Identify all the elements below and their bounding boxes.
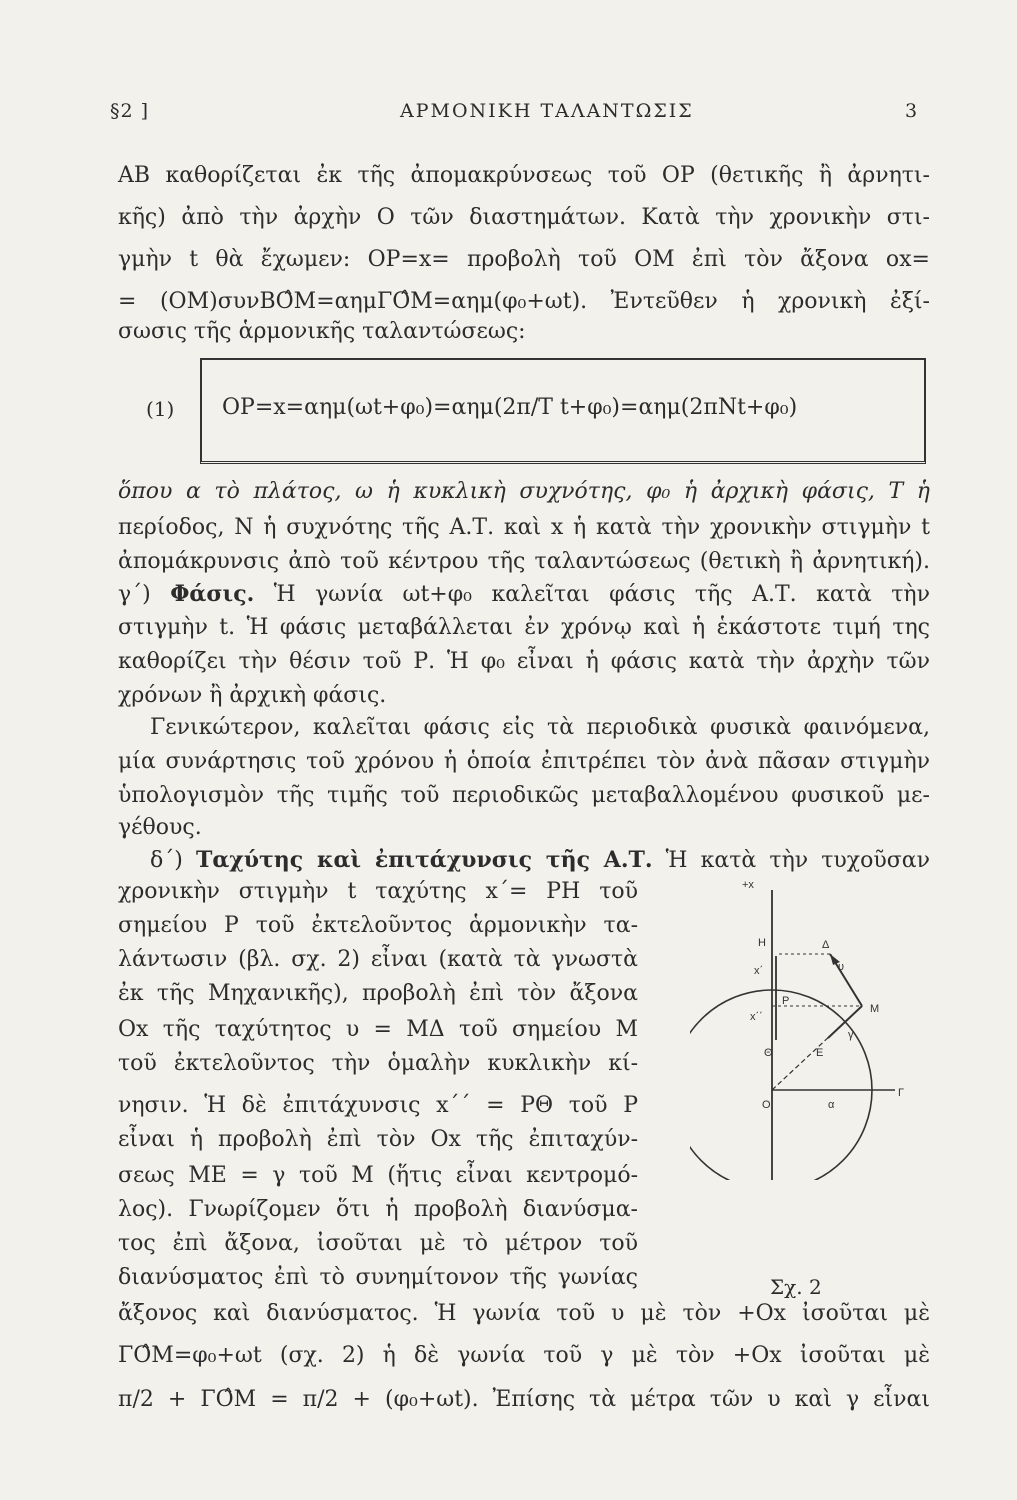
text-line: ἄξονος καὶ διανύσματος. Ἡ γωνία τοῦ υ μὲ τὸν +Οx ἰσοῦται μὲ: [118, 1301, 930, 1326]
text-line: ἀπομάκρυνσις ἀπὸ τοῦ κέντρου τῆς ταλαντώσεως (θετικὴ ἢ ἀρνητική).: [118, 549, 930, 574]
label-H: Η: [758, 937, 766, 949]
text-line: γμὴν t θὰ ἔχωμεν: ΟΡ=x= προβολὴ τοῦ ΟΜ ἐπὶ τὸν ἄξονα ox=: [118, 247, 930, 272]
text-line: χρονικὴν στιγμὴν t ταχύτης x΄= ΡΗ τοῦ: [118, 879, 638, 904]
text-line: γέθους.: [118, 815, 202, 840]
text-line: τοῦ ἐκτελοῦντος τὴν ὁμαλὴν κυκλικὴν κί-: [118, 1051, 638, 1076]
text-line: ὑπολογισμὸν τῆς τιμῆς τοῦ περιοδικῶς μεταβαλλομένου φυσικοῦ με-: [118, 783, 930, 808]
label-Gamma: Γ: [898, 1087, 905, 1099]
text-line: περίοδος, Ν ἡ συχνότης τῆς Α.Τ. καὶ x ἡ κατὰ τὴν χρονικὴν στιγμὴν t: [118, 515, 930, 540]
text-line: σημείου Ρ τοῦ ἐκτελοῦντος ἁρμονικὴν τα-: [118, 913, 638, 938]
label-P: Ρ: [782, 995, 790, 1007]
label-M: Μ: [870, 1003, 880, 1015]
text-line: ἐκ τῆς Μηχανικῆς), προβολὴ ἐπὶ τὸν ἄξονα: [118, 981, 638, 1006]
text-line: στιγμὴν t. Ἡ φάσις μεταβάλλεται ἐν χρόνῳ καὶ ἡ ἑκάστοτε τιμή της: [118, 615, 930, 640]
text-line: μία συνάρτησις τοῦ χρόνου ἡ ὁποία ἐπιτρέπει τὸν ἀνὰ πᾶσαν στιγμὴν: [118, 749, 930, 774]
text-line: τος ἐπὶ ἄξονα, ἰσοῦται μὲ τὸ μέτρον τοῦ: [118, 1231, 638, 1256]
text-span: Ἡ γωνία ωt+φ₀ καλεῖται φάσις τῆς Α.Τ. κατὰ τὴν: [254, 582, 930, 607]
text-line: νησιν. Ἡ δὲ ἐπιτάχυνσις x΄΄ = ΡΘ τοῦ Ρ: [118, 1093, 638, 1118]
figure-caption: Σχ. 2: [770, 1275, 822, 1299]
section-marker: §2 ]: [110, 100, 150, 122]
label-x-double-prime: x΄΄: [750, 1011, 763, 1023]
text-line: καθορίζει τὴν θέσιν τοῦ Ρ. Ἡ φ₀ εἶναι ἡ φάσις κατὰ τὴν ἀρχὴν τῶν: [118, 649, 930, 674]
subsection-velocity-line: [150, 846, 930, 875]
label-Delta: Δ: [822, 939, 830, 951]
text-span: Ἡ κατὰ τὴν τυχοῦσαν: [652, 848, 930, 873]
subsection-heading-velocity: Ταχύτης καὶ ἐπιτάχυνσις τῆς Α.Τ.: [195, 847, 653, 873]
subsection-heading-phase: Φάσις.: [170, 581, 255, 607]
equation-harmonic-oscillation: ΟΡ=x=αημ(ωt+φ₀)=αημ(2π/T t+φ₀)=αημ(2πΝt+φ₀): [222, 395, 798, 420]
label-upsilon: υ: [838, 961, 845, 973]
text-line: διανύσματος ἐπὶ τὸ συνημίτονον τῆς γωνίας: [118, 1265, 638, 1290]
subsection-marker: γ΄): [118, 582, 171, 607]
text-line: εἶναι ἡ προβολὴ ἐπὶ τὸν Οx τῆς ἐπιταχύν-: [118, 1127, 638, 1152]
equation-number: (1): [146, 397, 175, 421]
label-alpha: α: [828, 1099, 835, 1111]
label-E: Ε: [816, 1047, 824, 1059]
text-line: Οx τῆς ταχύτητος υ = ΜΔ τοῦ σημείου Μ: [118, 1017, 638, 1042]
text-line: σεως ΜΕ = γ τοῦ Μ (ἥτις εἶναι κεντρομό-: [118, 1163, 638, 1188]
subsection-marker: δ΄): [150, 848, 196, 873]
text-line: σωσις τῆς ἁρμονικῆς ταλαντώσεως:: [118, 319, 526, 344]
text-line: χρόνων ἢ ἀρχικὴ φάσις.: [118, 683, 387, 708]
page-number: 3: [905, 100, 919, 122]
text-line: ΑΒ καθορίζεται ἐκ τῆς ἀπομακρύνσεως τοῦ ΟΡ (θετικῆς ἢ ἀρνητι-: [118, 163, 930, 188]
label-x-prime: x΄: [754, 965, 764, 977]
text-line: π/2 + ΓΟ̂Μ = π/2 + (φ₀+ωt). Ἐπίσης τὰ μέτρα τῶν υ καὶ γ εἶναι: [118, 1387, 930, 1412]
figure-circle-diagram: [690, 880, 930, 1180]
label-plus-x: +x: [742, 880, 754, 891]
text-line: λάντωσιν (βλ. σχ. 2) εἶναι (κατὰ τὰ γνωστὰ: [118, 947, 638, 972]
subsection-phase-line: [118, 580, 930, 609]
label-Theta: Θ: [764, 1047, 773, 1059]
text-line: ΓΟ̂Μ=φ₀+ωt (σχ. 2) ἡ δὲ γωνία τοῦ γ μὲ τὸν +Οx ἰσοῦται μὲ: [118, 1343, 930, 1368]
text-line: κῆς) ἀπὸ τὴν ἀρχὴν Ο τῶν διαστημάτων. Κατὰ τὴν χρονικὴν στι-: [118, 205, 930, 230]
running-title: ΑΡΜΟΝΙΚΗ ΤΑΛΑΝΤΩΣΙΣ: [400, 100, 694, 122]
reference-circle: [690, 990, 872, 1180]
label-gamma: γ: [848, 1029, 854, 1041]
text-line: Γενικώτερον, καλεῖται φάσις εἰς τὰ περιοδικὰ φυσικὰ φαινόμενα,: [150, 715, 930, 740]
text-line: ὅπου α τὸ πλάτος, ω ἡ κυκλικὴ συχνότης, φ₀ ἡ ἀρχικὴ φάσις, Τ ἡ: [118, 479, 930, 504]
text-line: λος). Γνωρίζομεν ὅτι ἡ προβολὴ διανύσμα-: [118, 1197, 638, 1222]
text-line: = (ΟΜ)συνΒΟ̂Μ=αημΓΟ̂Μ=αημ(φ₀+ωt). Ἐντεῦθεν ἡ χρονικὴ ἐξί-: [118, 289, 930, 314]
label-O: Ο: [762, 1099, 771, 1111]
